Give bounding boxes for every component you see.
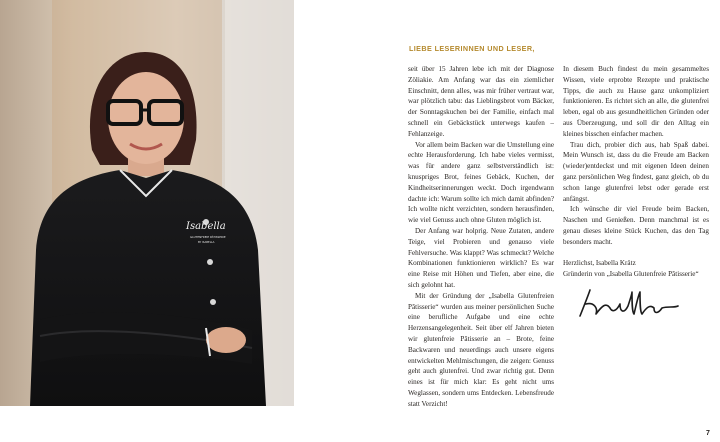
paragraph: Trau dich, probier dich aus, hab Spaß dabei. Mein Wunsch ist, dass du die Freude am Backen (wieder)entdeckst und mit eigenen Ideen deinen ganz persönlichen Weg findest, ganz gleich, ob du schon lange glutenfrei lebst oder gerade erst anfängst. <box>563 140 709 203</box>
text-column-left <box>408 64 554 410</box>
chef-portrait-photo <box>0 0 294 406</box>
page-number: 7 <box>706 430 710 437</box>
handwritten-signature <box>574 286 684 327</box>
closing-role: Gründerin von „Isabella Glutenfreie Pâtisserie“ <box>563 270 699 279</box>
paragraph: In diesem Buch findest du mein gesammeltes Wissen, viele erprobte Rezepte und praktische Tipps, die auch zu Hause ganz unkompliziert funktionieren. Es richtet sich an alle, die glutenfrei leben, egal ob aus gesundheitlichen Gründen oder aus Überzeugung, und soll dir den Alltag ein kleines bisschen einfacher machen. <box>563 65 709 138</box>
paragraph: Vor allem beim Backen war die Umstellung eine echte Herausforderung. Ich habe vieles vermisst, was für andere ganz selbstverständlich ist: knuspriges Brot, feines Gebäck, Kuchen, der Kindheitserinnerungen weckt. Doch irgendwann dachte ich: Warum sollte ich mich damit abfinden? Ich wollte nicht verzichten, sondern herausfinden, wie viel Genuss auch ohne Gluten möglich ist. <box>408 140 554 225</box>
closing-greeting: Herzlichst, Isabella Krätz <box>563 259 636 268</box>
jacket-embroidery-name: Isabella <box>186 221 226 232</box>
paragraph: Der Anfang war holprig. Neue Zutaten, andere Teige, viel Probieren und genauso viele Fehlversuche. Was klappt? Was schmeckt? Welche Kombinationen funktionieren wirklich? Es war eine Reise mit Höhen und Tiefen, aber eine, die sich gelohnt hat. <box>408 226 554 289</box>
letter-heading: LIEBE LESERINNEN UND LESER, <box>409 44 535 53</box>
jacket-embroidery-line2: BY ISABELLA <box>198 241 215 244</box>
paragraph: Ich wünsche dir viel Freude beim Backen, Naschen und Genießen. Denn manchmal ist es genau dieses kleine Stück Kuchen, das den Tag besonders macht. <box>563 205 709 246</box>
jacket-embroidery-line1: GLUTENFREIE PÂTISSERIE <box>190 235 226 239</box>
text-column-right <box>563 64 709 280</box>
paragraph: Mit der Gründung der „Isabella Glutenfreien Pâtisserie“ wurden aus meiner persönlichen Suche eine berufliche Aufgabe und eine echte Herzensangelegenheit. Seit über elf Jahren bieten wir glutenfreie Pâtisserie an – Brote, feine Backwaren und neuerdings auch unsere eigens entwickelten Mehlmischungen, die zeigen: Genuss geht auch glutenfrei. Und zwar richtig gut. Denn eines ist für mich klar: Es geht nicht ums Weglassen, sondern ums Entdecken. Lebensfreude statt Verzicht! <box>408 291 554 408</box>
paragraph: seit über 15 Jahren lebe ich mit der Diagnose Zöliakie. Am Anfang war das ein ziemlicher Einschnitt, denn alles, was mir früher vertraut war, war plötzlich tabu: das Lieblingsbrot vom Bäcker, der Sonntagskuchen bei der Familie, einfach mal schnell ein Gebäckstück unterwegs kaufen – Fehlanzeige. <box>408 65 554 138</box>
